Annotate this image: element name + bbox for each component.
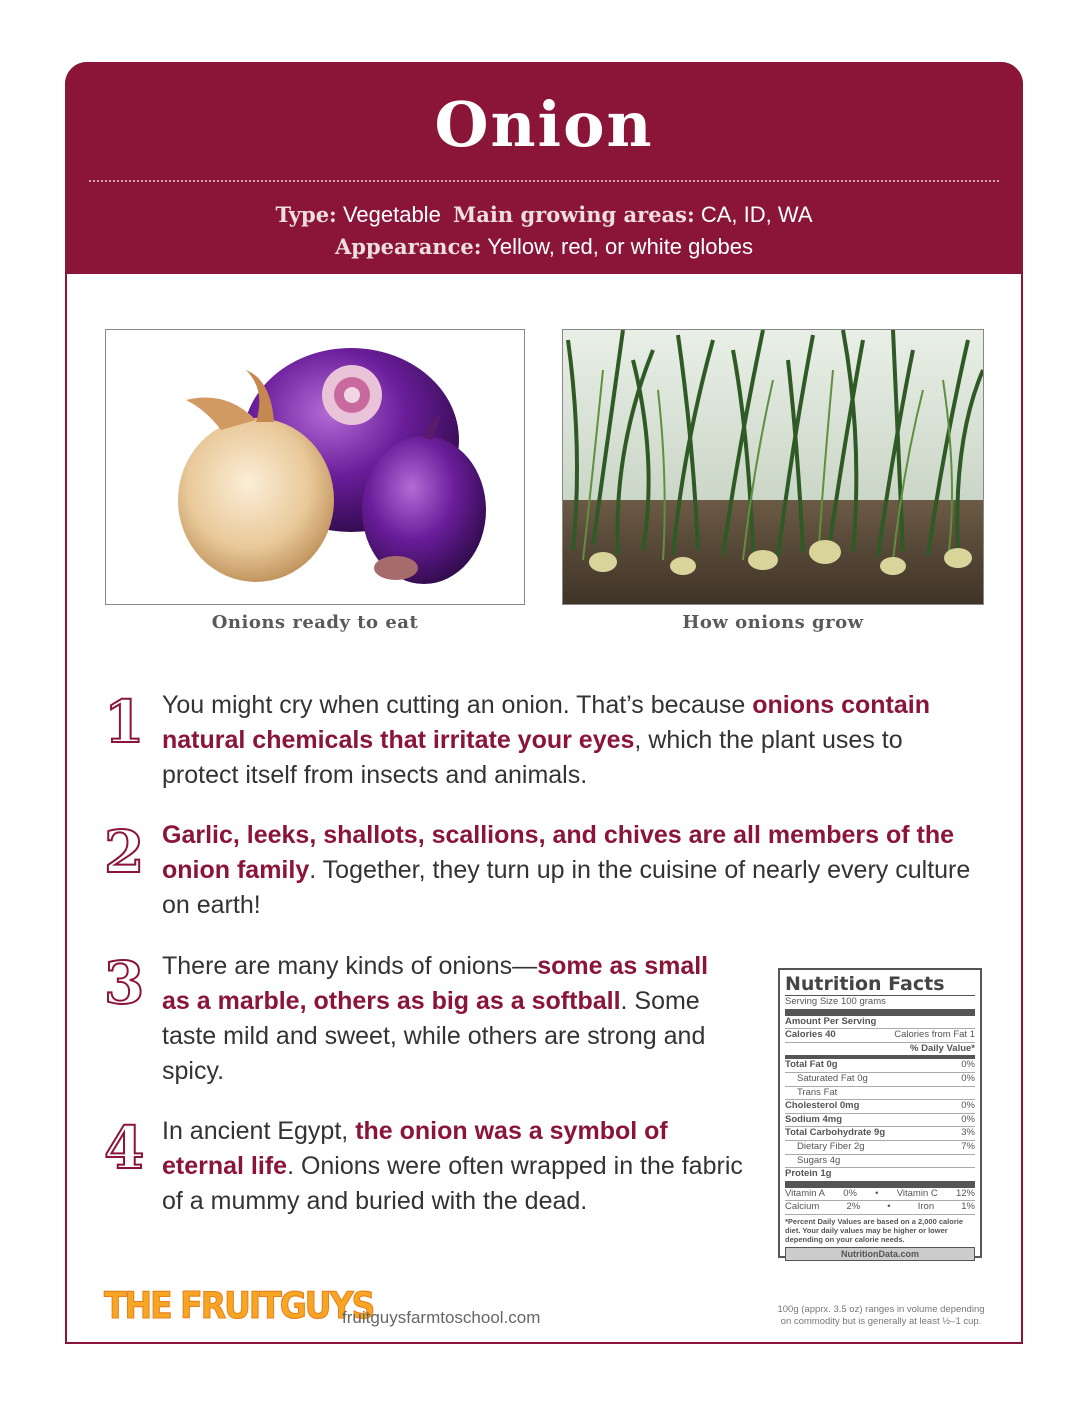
nutrient-name: Saturated Fat 0g bbox=[797, 1072, 868, 1084]
type-line bbox=[65, 202, 1023, 228]
nutrient-name: Trans Fat bbox=[797, 1086, 838, 1098]
calories: Calories 40 bbox=[785, 1029, 836, 1041]
calcium-value: 2% bbox=[846, 1201, 861, 1213]
nutrient-name: Sodium 4mg bbox=[785, 1113, 843, 1125]
fact-highlight: the onion was a symbol of eternal life bbox=[162, 1117, 668, 1180]
vitamin-row bbox=[785, 1188, 975, 1202]
fact-highlight: some as small as a marble, others as big as a softball bbox=[162, 952, 709, 1015]
fact-text-plain: . Onions were often wrapped in the fabric of a mummy and buried with the dead. bbox=[162, 1152, 743, 1215]
page-title: Onion bbox=[434, 88, 654, 161]
serving-text: Serving Size 100 grams bbox=[785, 996, 886, 1007]
header-banner bbox=[65, 62, 1023, 274]
nutrient-row bbox=[785, 1100, 975, 1114]
amount-per-serving bbox=[785, 1016, 975, 1030]
iron-label: Iron bbox=[917, 1201, 935, 1213]
nutrient-row bbox=[785, 1114, 975, 1128]
nutrient-row bbox=[785, 1155, 975, 1169]
vitamin-a-label: Vitamin A bbox=[785, 1187, 825, 1199]
fact-text-plain: You might cry when cutting an onion. That’s because bbox=[162, 691, 753, 719]
fact-text-plain: . Some taste mild and sweet, while others are strong and spicy. bbox=[162, 987, 706, 1085]
nutrient-row bbox=[785, 1087, 975, 1101]
onions-illustration bbox=[106, 330, 525, 605]
appearance-line bbox=[65, 234, 1023, 260]
nutrient-name: Cholesterol 0mg bbox=[785, 1100, 860, 1112]
amount-text: Amount Per Serving bbox=[785, 1015, 877, 1027]
fact-number: 2 bbox=[104, 818, 145, 886]
caption-ready-to-eat: Onions ready to eat bbox=[211, 612, 419, 633]
nutrition-facts-panel bbox=[778, 968, 982, 1258]
nutrition-source: NutritionData.com bbox=[785, 1247, 975, 1261]
fact-text-plain: In ancient Egypt, bbox=[162, 1117, 356, 1145]
calories-from-fat: Calories from Fat 1 bbox=[894, 1029, 975, 1041]
nutrient-row bbox=[785, 1168, 975, 1188]
nutrient-dv: 0% bbox=[961, 1100, 975, 1112]
caption-how-grow: How onions grow bbox=[682, 612, 864, 633]
fact-text bbox=[162, 818, 992, 923]
dotted-divider bbox=[89, 180, 999, 182]
nutrient-name: Sugars 4g bbox=[797, 1154, 841, 1166]
calories-row bbox=[785, 1029, 975, 1043]
vitamin-c-label: Vitamin C bbox=[896, 1187, 938, 1199]
nutrient-dv: 0% bbox=[961, 1059, 975, 1071]
fact-number: 4 bbox=[104, 1114, 145, 1182]
nutrient-name: Total Carbohydrate 9g bbox=[785, 1127, 886, 1139]
onion-field-photo bbox=[562, 329, 984, 605]
daily-value-header bbox=[785, 1043, 975, 1060]
serving-note: 100g (apprx. 3.5 oz) ranges in volume depending on commodity but is generally at least ½–1 cup. bbox=[777, 1304, 985, 1327]
website-url[interactable]: fruitguysfarmtoschool.com bbox=[342, 1308, 541, 1327]
nutrition-footnote: *Percent Daily Values are based on a 2,000 calorie diet. Your daily values may be higher or lower depending on your calorie needs. bbox=[785, 1216, 964, 1244]
vitamin-a-value: 0% bbox=[843, 1187, 857, 1199]
fact-highlight: Garlic, leeks, shallots, scallions, and chives are all members of the onion family bbox=[162, 821, 955, 884]
nutrient-row bbox=[785, 1073, 975, 1087]
type-value: Vegetable bbox=[342, 202, 441, 227]
fact-text-plain: . Together, they turn up in the cuisine of nearly every culture on earth! bbox=[162, 856, 971, 919]
fruitguys-logo: THE FRUITGUYS bbox=[104, 1284, 374, 1327]
mineral-row bbox=[785, 1201, 975, 1215]
nutrient-dv: 0% bbox=[961, 1072, 975, 1084]
nutrient-dv: 3% bbox=[961, 1127, 975, 1139]
nutrition-title: Nutrition Facts bbox=[785, 973, 975, 996]
areas-value: CA, ID, WA bbox=[700, 202, 813, 227]
nutrient-row bbox=[785, 1141, 975, 1155]
nutrient-dv: 0% bbox=[961, 1113, 975, 1125]
vitamin-c-value: 12% bbox=[955, 1187, 975, 1199]
bullet-separator: • bbox=[887, 1201, 891, 1213]
fact-highlight: onions contain natural chemicals that irritate your eyes bbox=[162, 691, 930, 754]
type-label: Type: bbox=[275, 202, 337, 227]
iron-value: 1% bbox=[961, 1201, 975, 1213]
bullet-separator: • bbox=[875, 1187, 879, 1199]
appearance-label: Appearance: bbox=[335, 234, 482, 259]
onion-field-illustration bbox=[563, 330, 984, 605]
onions-photo bbox=[105, 329, 525, 605]
nutrient-name: Total Fat 0g bbox=[785, 1059, 838, 1071]
fact-number: 1 bbox=[104, 688, 145, 756]
appearance-value: Yellow, red, or white globes bbox=[487, 234, 753, 259]
serving-size bbox=[785, 996, 975, 1016]
nutrient-row bbox=[785, 1127, 975, 1141]
areas-label: Main growing areas: bbox=[453, 202, 695, 227]
fact-text bbox=[162, 1114, 752, 1219]
fact-text-plain: There are many kinds of onions— bbox=[162, 952, 538, 980]
nutrient-name: Dietary Fiber 2g bbox=[797, 1140, 865, 1152]
calcium-label: Calcium bbox=[785, 1201, 820, 1213]
fact-text bbox=[162, 949, 722, 1089]
nutrient-row bbox=[785, 1059, 975, 1073]
daily-value-label: % Daily Value* bbox=[910, 1042, 975, 1054]
nutrient-dv: 7% bbox=[961, 1140, 975, 1152]
fact-text-plain: , which the plant uses to protect itself from insects and animals. bbox=[162, 726, 903, 789]
nutrient-name: Protein 1g bbox=[785, 1168, 832, 1180]
fact-number: 3 bbox=[104, 949, 145, 1017]
fact-text bbox=[162, 688, 962, 793]
